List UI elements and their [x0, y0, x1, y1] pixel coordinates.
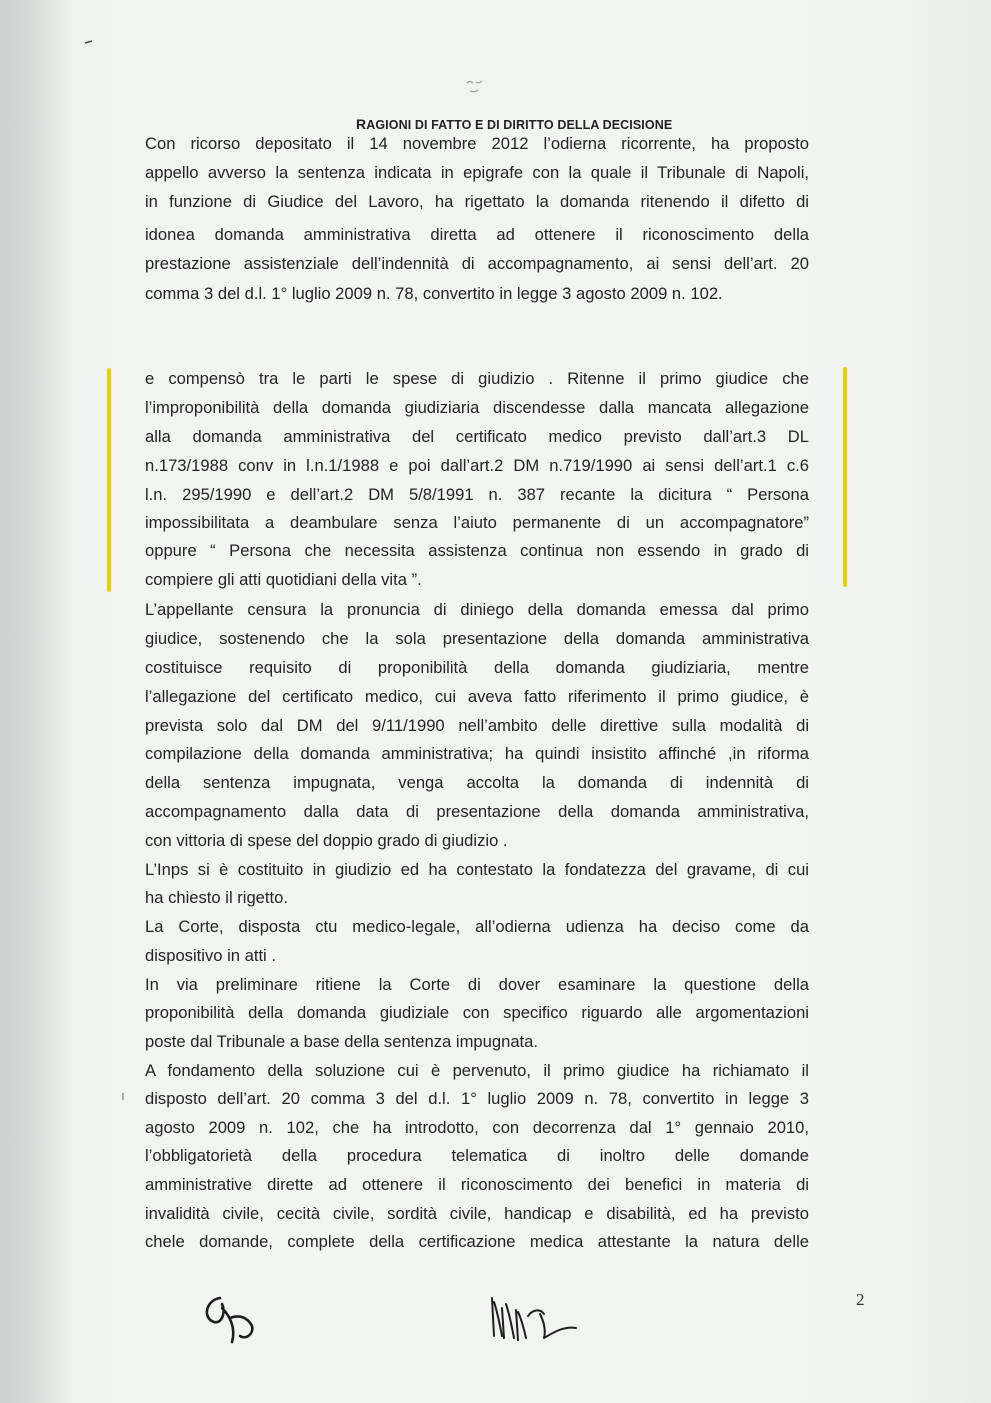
text-line: prestazione assistenziale dell’indennità di accompagnamento, ai sensi dell’art. 20	[145, 254, 809, 273]
text-line: l’improponibilità della domanda giudiziaria discendesse dalla mancata allegazione	[145, 398, 809, 417]
text-line: costituisce requisito di proponibilità della domanda giudiziaria, mentre	[145, 658, 809, 677]
section-heading: RAGIONI DI FATTO E DI DIRITTO DELLA DECISIONE	[356, 116, 673, 132]
text-line: impossibilitata a deambulare senza l’aiuto permanente di un accompagnatore”	[145, 513, 809, 532]
text-line: dispositivo in atti .	[145, 946, 276, 965]
text-line: compilazione della domanda amministrativa; ha quindi insistito affinché ,in riforma	[145, 744, 809, 763]
stray-mark	[84, 38, 94, 46]
text-line: in funzione di Giudice del Lavoro, ha rigettato la domanda ritenendo il difetto di	[145, 192, 809, 211]
highlight-bar-right	[843, 367, 847, 587]
text-line: chele domande, complete della certificazione medica attestante la natura delle	[145, 1232, 809, 1251]
text-line: accompagnamento dalla data di presentazione della domanda amministrativa,	[145, 802, 809, 821]
text-line: agosto 2009 n. 102, che ha introdotto, con decorrenza dal 1° gennaio 2010,	[145, 1118, 809, 1137]
signature-left	[196, 1290, 266, 1350]
text-line: giudice, sostenendo che la sola presentazione della domanda amministrativa	[145, 629, 809, 648]
text-line: compiere gli atti quotidiani della vita ”.	[145, 570, 422, 589]
text-line: L’Inps si è costituito in giudizio ed ha contestato la fondatezza del gravame, di cui	[145, 860, 809, 879]
text-line: La Corte, disposta ctu medico-legale, all’odierna udienza ha deciso come da	[145, 917, 809, 936]
text-line: l.n. 295/1990 e dell’art.2 DM 5/8/1991 n. 387 recante la dicitura “ Persona	[145, 485, 809, 504]
text-line: proponibilità della domanda giudiziale con specifico riguardo alle argomentazioni	[145, 1003, 809, 1022]
text-line: In via preliminare ritiene la Corte di dover esaminare la questione della	[145, 975, 809, 994]
stamp-mark	[464, 78, 486, 96]
text-line: Con ricorso depositato il 14 novembre 2012 l’odierna ricorrente, ha proposto	[145, 134, 809, 153]
binding-shadow	[0, 0, 70, 1403]
text-line: l’obbligatorietà della procedura telematica di inoltro delle domande	[145, 1146, 809, 1165]
text-line: l’allegazione del certificato medico, cui aveva fatto riferimento il primo giudice, è	[145, 687, 809, 706]
text-line: invalidità civile, cecità civile, sordità civile, handicap e disabilità, ed ha previsto	[145, 1204, 809, 1223]
text-line: ha chiesto il rigetto.	[145, 888, 288, 907]
text-line: della sentenza impugnata, venga accolta la domanda di indennità di	[145, 773, 809, 792]
highlight-bar-left	[107, 368, 111, 592]
text-line: comma 3 del d.l. 1° luglio 2009 n. 78, convertito in legge 3 agosto 2009 n. 102.	[145, 284, 723, 303]
signature-right	[484, 1292, 584, 1350]
text-line: poste dal Tribunale a base della sentenza impugnata.	[145, 1032, 538, 1051]
text-line: con vittoria di spese del doppio grado di giudizio .	[145, 831, 508, 850]
margin-tick	[120, 1092, 126, 1102]
text-line: n.173/1988 conv in l.n.1/1988 e poi dall’art.2 DM n.719/1990 ai sensi dell’art.1 c.6	[145, 456, 809, 475]
text-line: L’appellante censura la pronuncia di diniego della domanda emessa dal primo	[145, 600, 809, 619]
text-line: appello avverso la sentenza indicata in epigrafe con la quale il Tribunale di Napoli,	[145, 163, 809, 182]
text-line: alla domanda amministrativa del certificato medico previsto dall’art.3 DL	[145, 427, 809, 446]
page-number: 2	[856, 1290, 865, 1309]
text-line: prevista solo dal DM del 9/11/1990 nell’ambito delle direttive sulla modalità di	[145, 716, 809, 735]
text-line: oppure “ Persona che necessita assistenza continua non essendo in grado di	[145, 541, 809, 560]
text-line: A fondamento della soluzione cui è pervenuto, il primo giudice ha richiamato il	[145, 1061, 809, 1080]
text-line: disposto dell’art. 20 comma 3 del d.l. 1° luglio 2009 n. 78, convertito in legge 3	[145, 1089, 809, 1108]
text-line: e compensò tra le parti le spese di giudizio . Ritenne il primo giudice che	[145, 369, 809, 388]
text-line: amministrative dirette ad ottenere il riconoscimento dei benefici in materia di	[145, 1175, 809, 1194]
text-line: idonea domanda amministrativa diretta ad ottenere il riconoscimento della	[145, 225, 809, 244]
